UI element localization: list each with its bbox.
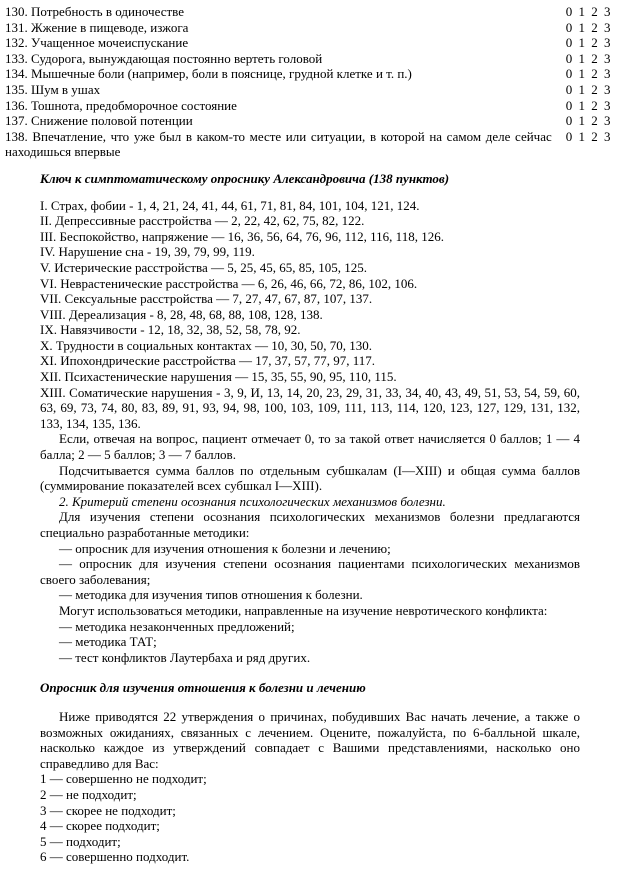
symptom-label: Потребность в одиночестве [31, 4, 184, 19]
symptom-number: 134. [5, 66, 28, 82]
key-scale-line: VII. Сексуальные расстройства — 7, 27, 47, 67, 87, 107, 137. [40, 291, 373, 307]
attitude-questionnaire-heading: Опросник для изучения отношения к болезни и лечению [40, 680, 366, 696]
method-list-item: — тест конфликтов Лаутербаха и ряд других. [59, 649, 311, 665]
key-scale-line: IV. Нарушение сна - 19, 39, 79, 99, 119. [40, 244, 255, 260]
symptom-number: 135. [5, 81, 28, 97]
rating-option: 3 — скорее не подходит; [40, 802, 176, 818]
symptom-label: Снижение половой потенции [31, 113, 193, 129]
criterion-title: 2. Критерий степени осознания психологических механизмов болезни. [59, 493, 446, 509]
key-heading: Ключ к симптоматическому опроснику Александровича (138 пунктов) [40, 170, 450, 186]
key-section [40, 171, 580, 865]
symptom-row [5, 20, 612, 36]
method-list-item: — методика незаконченных предложений; [59, 618, 295, 634]
key-scale-line: XI. Ипохондрические расстройства — 17, 37, 57, 77, 97, 117. [40, 353, 376, 369]
symptom-number: 132. [5, 35, 28, 51]
rating-scale-values: 0 1 2 3 [565, 19, 612, 35]
criterion-intro: Для изучения степени осознания психологических механизмов болезни предлагаются специально разработанные методики: [40, 509, 580, 540]
symptom-row [5, 98, 612, 114]
method-list-item: — методика ТАТ; [59, 634, 157, 650]
symptom-number: 137. [5, 113, 28, 129]
scoring-note: Если, отвечая на вопрос, пациент отмечает 0, то за такой ответ начисляется 0 баллов; 1 — 4 балла; 2 — 5 баллов; 3 — 7 баллов. [40, 431, 580, 463]
rating-scale-values: 0 1 2 3 [565, 113, 612, 129]
symptom-row [5, 113, 612, 129]
key-scale-line: X. Трудности в социальных контактах — 10, 30, 50, 70, 130. [40, 337, 372, 353]
symptom-number: 130. [5, 4, 28, 19]
symptom-row [5, 82, 612, 98]
symptom-row [5, 66, 612, 82]
method-list-item: — опросник для изучения отношения к болезни и лечению; [59, 540, 391, 556]
conflict-intro: Могут использоваться методики, направленные на изучение невротического конфликта: [59, 602, 548, 618]
symptom-label: Шум в ушах [31, 81, 101, 97]
rating-scale-values: 0 1 2 3 [565, 66, 612, 82]
symptom-text [5, 20, 566, 36]
rating-option: 1 — совершенно не подходит; [40, 771, 207, 787]
rating-option: 5 — подходит; [40, 833, 121, 849]
symptom-number: 138. [5, 128, 28, 144]
rating-scale-values: 0 1 2 3 [565, 81, 612, 97]
method-list-item: — опросник для изучения степени осознания пациентами психологических механизмов своего заболевания; [40, 556, 580, 587]
symptom-text [5, 51, 566, 67]
symptom-text [5, 113, 566, 129]
symptom-text [5, 4, 566, 20]
symptom-label: Учащенное мочеиспускание [31, 35, 189, 51]
key-scale-line: II. Депрессивные расстройства — 2, 22, 42, 62, 75, 82, 122. [40, 213, 365, 229]
rating-scale-values: 0 1 2 3 [565, 4, 612, 19]
key-scale-line: XII. Психастенические нарушения — 15, 35, 55, 90, 95, 110, 115. [40, 369, 397, 385]
scoring-note: Подсчитывается сумма баллов по отдельным субшкалам (I—XIII) и общая сумма баллов (суммирование показателей всех субшкал I—XIII). [40, 462, 580, 494]
rating-option: 2 — не подходит; [40, 786, 137, 802]
symptom-text [5, 129, 566, 160]
key-scale-list [40, 198, 580, 432]
rating-option-list [40, 771, 580, 865]
symptom-list [5, 4, 612, 160]
rating-option: 6 — совершенно подходит. [40, 849, 190, 865]
key-scale-line: IX. Навязчивости - 12, 18, 32, 38, 52, 58, 78, 92. [40, 322, 301, 338]
symptom-label: Тошнота, предобморочное состояние [31, 97, 237, 113]
symptom-label: Впечатление, что уже был в каком-то месте или ситуации, в которой на самом деле сейчас находишься впервые [5, 128, 552, 160]
rating-scale-values: 0 1 2 3 [565, 35, 612, 51]
symptom-row [5, 51, 612, 67]
symptom-row [5, 4, 612, 20]
symptom-number: 136. [5, 97, 28, 113]
symptom-number: 133. [5, 50, 28, 66]
key-scale-line: VI. Неврастенические расстройства — 6, 26, 46, 66, 72, 86, 102, 106. [40, 275, 418, 291]
symptom-row [5, 35, 612, 51]
symptom-label: Жжение в пищеводе, изжога [31, 19, 189, 35]
key-scale-line: I. Страх, фобии - 1, 4, 21, 24, 41, 44, 61, 71, 81, 84, 101, 104, 121, 124. [40, 197, 420, 213]
attitude-intro: Ниже приводятся 22 утверждения о причинах, побудивших Вас начать лечение, а также о возможных ожиданиях, связанных с лечением. Оцените, пожалуйста, по 6-балльной шкале, насколько каждое из утверждений совпадает с Вашими представлениями, насколько оно справедливо для Вас: [40, 708, 580, 771]
symptom-text [5, 98, 566, 114]
symptom-label: Мышечные боли (например, боли в пояснице, грудной клетке и т. п.) [31, 66, 412, 82]
rating-scale-values: 0 1 2 3 [565, 128, 612, 144]
symptom-number: 131. [5, 19, 28, 35]
method-list-item: — методика для изучения типов отношения к болезни. [59, 587, 363, 603]
key-scale-line: VIII. Дереализация - 8, 28, 48, 68, 88, 108, 128, 138. [40, 306, 323, 322]
symptom-text [5, 82, 566, 98]
symptom-text [5, 35, 566, 51]
rating-scale-values: 0 1 2 3 [565, 50, 612, 66]
rating-scale-values: 0 1 2 3 [565, 97, 612, 113]
symptom-row [5, 129, 612, 160]
key-scale-line: XIII. Соматические нарушения - 3, 9, И, 13, 14, 20, 23, 29, 31, 33, 34, 40, 43, 49, 51, 53, 54, 59, 60, 63, 69, 73, 74, 80, 83, 89, 91, 93, 94, 98, 100, 103, 109, 111, 113, 114, 120, 123, 127, 129, 131, 132, 133, 134, 135, 136. [40, 384, 580, 431]
symptom-text [5, 66, 566, 82]
rating-option: 4 — скорее подходит; [40, 818, 160, 834]
symptom-label: Судорога, вынуждающая постоянно вертеть головой [31, 50, 323, 66]
key-scale-line: III. Беспокойство, напряжение — 16, 36, 56, 64, 76, 96, 112, 116, 118, 126. [40, 228, 444, 244]
key-scale-line: V. Истерические расстройства — 5, 25, 45, 65, 85, 105, 125. [40, 259, 368, 275]
